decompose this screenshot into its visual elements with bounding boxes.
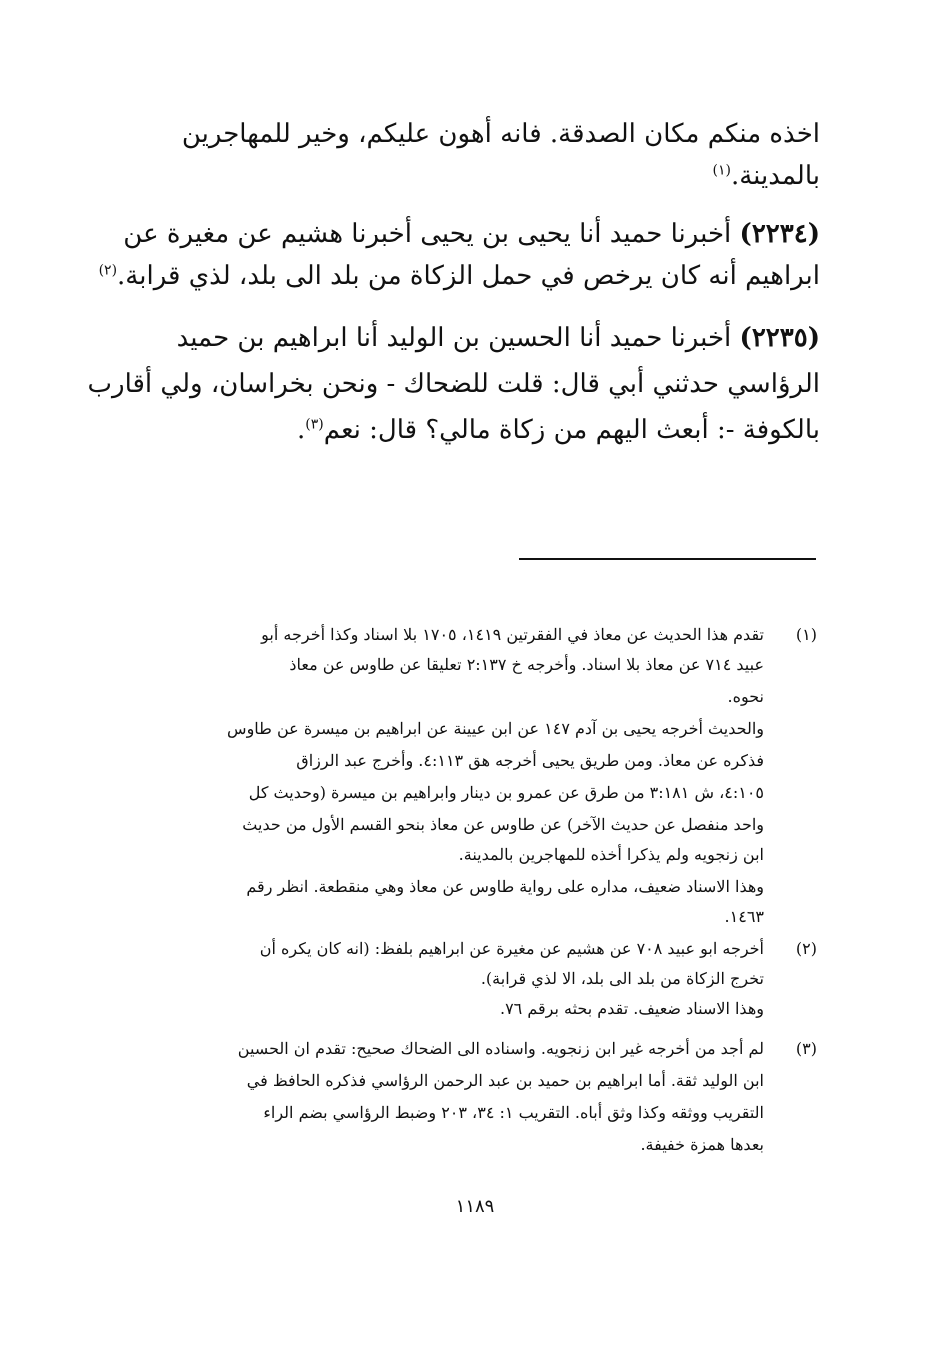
- body-text: ابراهيم أنه كان يرخص في حمل الزكاة من بلد الى بلد، لذي قرابة.: [117, 261, 820, 291]
- footnote-line: عبيد ٧١٤ عن معاذ بلا اسناد. وأخرجه خ ٢:١٣٧ تعليقا عن طاوس عن معاذ: [289, 655, 764, 674]
- footnote-line: تخرج الزكاة من بلد الى بلد، الا لذي قرابة).: [480, 969, 764, 988]
- body-text: الرؤاسي حدثني أبي قال: قلت للضحاك - ونحن بخراسان، ولي أقارب: [87, 369, 820, 399]
- footnote-separator: [519, 558, 816, 560]
- body-line: [123, 214, 820, 258]
- footnote-marker: (٣): [795, 1039, 817, 1058]
- body-line: [87, 364, 820, 408]
- footnote-line: ابن زنجويه ولم يذكرا أخذه للمهاجرين بالمدينة.: [458, 845, 764, 864]
- footnote-line: ٤:١٠٥، ش ٣:١٨١ من طرق عن عمرو بن دينار وابراهيم بن ميسرة (وحديث كل: [248, 783, 764, 802]
- footnote-line: ابن الوليد ثقة. أما ابراهيم بن حميد بن عبد الرحمن الرؤاسي فذكره الحافظ في: [246, 1071, 764, 1090]
- footnote-line: التقريب ووثقه وكذا وثق أباه. التقريب ١: ٣٤، ٢٠٣ وضبط الرؤاسي بضم الراء: [263, 1103, 764, 1122]
- footnote-line: لم أجد من أخرجه غير ابن زنجويه. واسناده الى الضحاك صحيح: تقدم ان الحسين: [237, 1039, 764, 1058]
- footnote-line: ١٤٦٣.: [724, 907, 764, 926]
- footnote-ref[interactable]: (٣): [305, 416, 324, 433]
- body-text: أخبرنا حميد أنا يحيى بن يحيى أخبرنا هشيم عن مغيرة عن: [123, 219, 740, 249]
- footnote-ref[interactable]: (١): [712, 162, 731, 179]
- body-text: بالكوفة -: أبعث اليهم من زكاة مالي؟ قال: نعم: [323, 415, 820, 445]
- footnote-line: تقدم هذا الحديث عن معاذ في الفقرتين ١٤١٩، ١٧٠٥ بلا اسناد وكذا أخرجه أبو: [261, 625, 764, 644]
- footnote-line: نحوه.: [727, 687, 764, 706]
- footnote-line: وهذا الاسناد ضعيف، مداره على رواية طاوس عن معاذ وهي منقطعة. انظر رقم: [246, 877, 764, 896]
- footnote-line: أخرجه ابو عبيد ٧٠٨ عن هشيم عن مغيرة عن ابراهيم بلفظ: (انه كان يكره أن: [259, 939, 764, 958]
- footnote-marker: (٢): [795, 939, 817, 958]
- footnote-marker: (١): [795, 625, 817, 644]
- footnote-line: وهذا الاسناد ضعيف. تقدم بحثه برقم ٧٦.: [499, 999, 764, 1018]
- hadith-number: (٢٢٣٥): [739, 323, 820, 353]
- body-text: اخذه منكم مكان الصدقة. فانه أهون عليكم، وخير للمهاجرين: [181, 119, 820, 149]
- body-text: .: [297, 415, 306, 445]
- body-line: [98, 256, 820, 300]
- footnote-ref[interactable]: (٢): [98, 262, 118, 279]
- body-line: [140, 114, 820, 158]
- footnote-line: واحد منفصل عن حديث الآخر) عن طاوس عن معاذ بنحو القسم الأول من حديث: [242, 815, 764, 834]
- footnote-line: والحديث أخرجه يحيى بن آدم ١٤٧ عن ابن عيينة عن ابراهيم بن ميسرة عن طاوس: [227, 719, 764, 738]
- body-text: بالمدينة.: [730, 161, 820, 191]
- body-line: [140, 410, 820, 454]
- body-line: [140, 156, 820, 200]
- hadith-number: (٢٢٣٤): [739, 219, 820, 249]
- body-line: [140, 318, 820, 362]
- page-number: ١١٨٩: [455, 1196, 495, 1217]
- footnote-line: بعدها همزة خفيفة.: [640, 1135, 764, 1154]
- footnote-line: فذكره عن معاذ. ومن طريق يحيى أخرجه هق ٤:١١٣. وأخرج عبد الرزاق: [296, 751, 764, 770]
- body-text: أخبرنا حميد أنا الحسين بن الوليد أنا ابراهيم بن حميد: [176, 323, 740, 353]
